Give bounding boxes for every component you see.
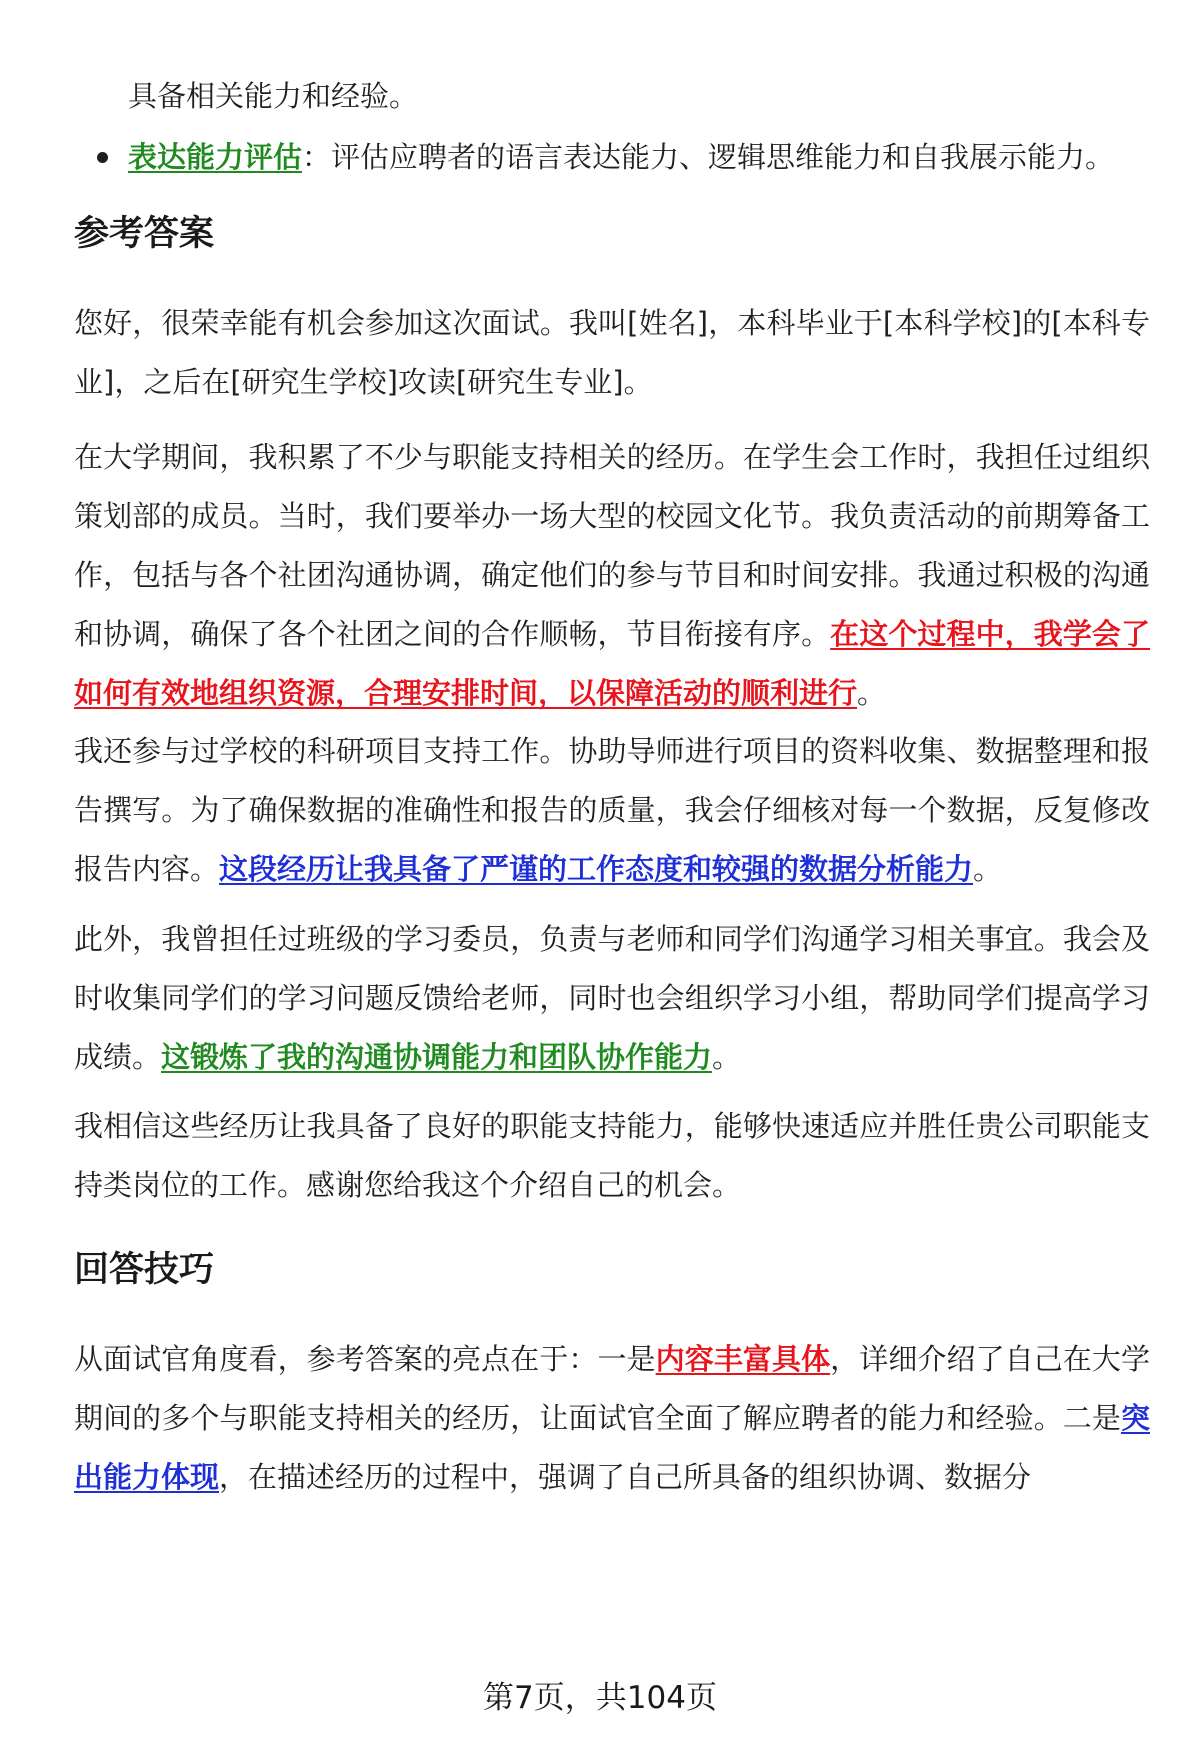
highlight-red: 在这个过程中，我学会了如何有效地组织资源，合理安排时间，以保障活动的顺利进行 xyxy=(74,617,1150,710)
section-heading-answer-tips: 回答技巧 xyxy=(74,1250,215,1290)
paragraph-study-committee xyxy=(74,910,1150,1087)
paragraph-text: ，在描述经历的过程中，强调了自己所具备的组织协调、数据分 xyxy=(219,1460,1032,1494)
paragraph-closing: 我相信这些经历让我具备了良好的职能支持能力，能够快速适应并胜任贵公司职能支持类岗位的工作。感谢您给我这个介绍自己的机会。 xyxy=(74,1109,1150,1202)
highlight-red-content: 内容丰富具体 xyxy=(655,1342,831,1376)
paragraph-text: 在大学期间，我积累了不少与职能支持相关的经历。在学生会工作时，我担任过组织策划部的成员。当时，我们要举办一场大型的校园文化节。我负责活动的前期筹备工作，包括与各个社团沟通协调，确定他们的参与节目和时间安排。我通过积极的沟通和协调，确保了各个社团之间的合作顺畅，节目衔接有序。 xyxy=(74,440,1150,651)
paragraph-text: 此外，我曾担任过班级的学习委员，负责与老师和同学们沟通学习相关事宜。我会及时收集同学们的学习问题反馈给老师，同时也会组织学习小组，帮助同学们提高学习成绩。 xyxy=(74,922,1150,1074)
paragraph-text: 我还参与过学校的科研项目支持工作。协助导师进行项目的资料收集、数据整理和报告撰写。为了确保数据的准确性和报告的质量，我会仔细核对每一个数据，反复修改报告内容。 xyxy=(74,734,1150,886)
highlight-green: 这锻炼了我的沟通协调能力和团队协作能力 xyxy=(161,1040,713,1074)
bullet-label: 表达能力评估 xyxy=(128,140,303,174)
paragraph-end: 。 xyxy=(973,852,1003,886)
paragraph-student-union xyxy=(74,428,1150,723)
paragraph-text: ，详细介绍了自己在大学期间的多个与职能支持相关的经历，让面试官全面了解应聘者的能力和经验。二是 xyxy=(74,1342,1150,1435)
highlight-blue: 这段经历让我具备了严谨的工作态度和较强的数据分析能力 xyxy=(219,852,974,886)
paragraph-intro: 您好，很荣幸能有机会参加这次面试。我叫[姓名]，本科毕业于[本科学校]的[本科专业]，之后在[研究生学校]攻读[研究生专业]。 xyxy=(74,306,1150,399)
paragraph-end: 。 xyxy=(712,1040,742,1074)
paragraph-tips xyxy=(74,1330,1150,1507)
section-heading-reference-answer: 参考答案 xyxy=(74,214,215,254)
bullet-description: ：评估应聘者的语言表达能力、逻辑思维能力和自我展示能力。 xyxy=(302,140,1115,174)
continuation-line: 具备相关能力和经验。 xyxy=(128,79,419,113)
paragraph-research xyxy=(74,722,1150,899)
paragraph-end: 。 xyxy=(857,676,887,710)
paragraph-text: 从面试官角度看，参考答案的亮点在于：一是 xyxy=(74,1342,656,1376)
highlight-blue-ability: 突出能力体现 xyxy=(74,1401,1150,1494)
bullet-text-wrap xyxy=(128,137,1114,177)
bullet-dot-icon xyxy=(97,152,108,163)
page-number-footer: 第7页，共104页 xyxy=(483,1680,717,1716)
